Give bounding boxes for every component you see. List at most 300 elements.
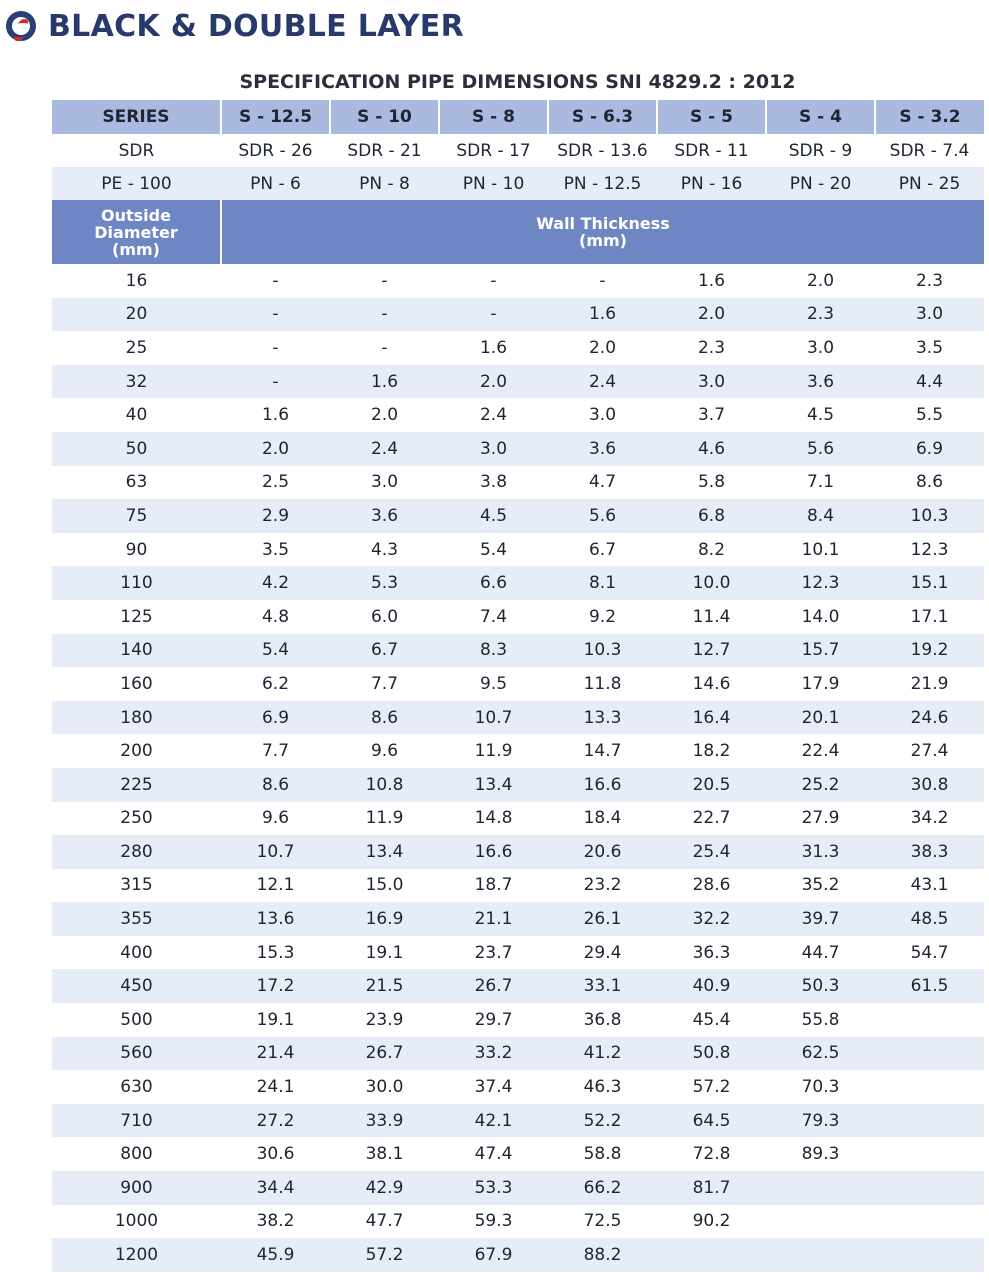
- wall-thickness-cell: -: [330, 264, 439, 298]
- outside-diameter-cell: 140: [52, 634, 221, 668]
- wall-thickness-cell: 88.2: [548, 1238, 657, 1272]
- wall-thickness-cell: 2.5: [221, 466, 330, 500]
- wall-thickness-cell: [875, 1037, 984, 1071]
- wall-thickness-header: [221, 200, 984, 264]
- wall-thickness-cell: 2.4: [548, 365, 657, 399]
- table-row: [52, 1037, 984, 1071]
- wall-thickness-cell: 61.5: [875, 969, 984, 1003]
- wall-thickness-cell: 37.4: [439, 1070, 548, 1104]
- wall-thickness-cell: [875, 1104, 984, 1138]
- wall-thickness-cell: 20.5: [657, 768, 766, 802]
- outside-diameter-cell: 250: [52, 802, 221, 836]
- wall-thickness-cell: 22.4: [766, 734, 875, 768]
- wall-thickness-cell: 36.8: [548, 1003, 657, 1037]
- wall-thickness-cell: 6.9: [875, 432, 984, 466]
- wall-thickness-cell: 2.0: [548, 331, 657, 365]
- pn-cell: PN - 25: [875, 167, 984, 200]
- wall-thickness-cell: 3.0: [439, 432, 548, 466]
- table-row: [52, 634, 984, 668]
- wall-thickness-cell: -: [221, 298, 330, 332]
- wall-thickness-cell: 29.4: [548, 936, 657, 970]
- wall-thickness-cell: 8.3: [439, 634, 548, 668]
- wall-thickness-cell: 72.8: [657, 1137, 766, 1171]
- outside-diameter-cell: 40: [52, 398, 221, 432]
- wall-thickness-cell: 2.0: [221, 432, 330, 466]
- header-cell: S - 6.3: [548, 100, 657, 134]
- wall-thickness-cell: 10.3: [875, 499, 984, 533]
- outside-diameter-cell: 75: [52, 499, 221, 533]
- wall-thickness-cell: 6.8: [657, 499, 766, 533]
- wall-thickness-cell: 7.7: [330, 667, 439, 701]
- wall-thickness-cell: 15.3: [221, 936, 330, 970]
- wall-thickness-cell: 21.9: [875, 667, 984, 701]
- wall-thickness-cell: 57.2: [330, 1238, 439, 1272]
- wall-thickness-cell: 2.4: [439, 398, 548, 432]
- wall-thickness-cell: [766, 1171, 875, 1205]
- sdr-cell: SDR: [118, 140, 155, 161]
- wall-thickness-cell: 12.3: [766, 566, 875, 600]
- wall-thickness-cell: 58.8: [548, 1137, 657, 1171]
- table-row: [52, 701, 984, 735]
- wall-thickness-cell: 89.3: [766, 1137, 875, 1171]
- wall-thickness-cell: 27.4: [875, 734, 984, 768]
- wall-thickness-cell: 33.1: [548, 969, 657, 1003]
- table-row: [52, 1238, 984, 1272]
- outside-diameter-cell: 25: [52, 331, 221, 365]
- page-title: BLACK & DOUBLE LAYER: [48, 8, 464, 44]
- wall-thickness-cell: 25.2: [766, 768, 875, 802]
- wall-thickness-cell: 45.4: [657, 1003, 766, 1037]
- wall-thickness-cell: 33.9: [330, 1104, 439, 1138]
- wall-thickness-cell: 70.3: [766, 1070, 875, 1104]
- wall-thickness-cell: 13.3: [548, 701, 657, 735]
- wall-thickness-cell: 11.4: [657, 600, 766, 634]
- outside-diameter-cell: 400: [52, 936, 221, 970]
- wall-thickness-cell: 53.3: [439, 1171, 548, 1205]
- wall-thickness-cell: 7.4: [439, 600, 548, 634]
- wall-thickness-cell: 20.6: [548, 835, 657, 869]
- wall-thickness-cell: 7.7: [221, 734, 330, 768]
- outside-diameter-cell: 1000: [52, 1205, 221, 1239]
- wall-thickness-cell: 3.6: [548, 432, 657, 466]
- table-row: [52, 667, 984, 701]
- wall-thickness-cell: 19.1: [221, 1003, 330, 1037]
- table-row: [52, 264, 984, 298]
- wall-thickness-cell: 10.1: [766, 533, 875, 567]
- sdr-cell: SDR - 7.4: [889, 140, 970, 161]
- table-row: [52, 1137, 984, 1171]
- wall-thickness-cell: 15.0: [330, 869, 439, 903]
- wall-thickness-cell: 11.8: [548, 667, 657, 701]
- wall-thickness-cell: 5.8: [657, 466, 766, 500]
- wall-thickness-cell: 4.5: [766, 398, 875, 432]
- sdr-cell: SDR - 26: [238, 140, 313, 161]
- wall-thickness-cell: 8.1: [548, 566, 657, 600]
- outside-diameter-cell: 32: [52, 365, 221, 399]
- pn-cell: PN - 10: [439, 167, 548, 200]
- wall-thickness-cell: 13.4: [439, 768, 548, 802]
- wall-thickness-cell: 50.3: [766, 969, 875, 1003]
- wall-thickness-cell: 12.3: [875, 533, 984, 567]
- outside-diameter-cell: 355: [52, 902, 221, 936]
- wall-thickness-cell: 17.1: [875, 600, 984, 634]
- wall-thickness-cell: -: [221, 264, 330, 298]
- table-row: [52, 835, 984, 869]
- wall-thickness-cell: 6.7: [330, 634, 439, 668]
- wall-thickness-cell: 1.6: [221, 398, 330, 432]
- wall-thickness-cell: 23.7: [439, 936, 548, 970]
- table-row: [52, 734, 984, 768]
- wall-thickness-cell: 72.5: [548, 1205, 657, 1239]
- wall-thickness-cell: 27.2: [221, 1104, 330, 1138]
- wall-thickness-cell: 39.7: [766, 902, 875, 936]
- wall-thickness-cell: 10.7: [439, 701, 548, 735]
- outside-diameter-header: [52, 200, 221, 264]
- pipe-dimensions-table: [52, 100, 984, 1272]
- column-group-header-row: [52, 200, 984, 264]
- wall-thickness-cell: 90.2: [657, 1205, 766, 1239]
- wall-thickness-cell: 10.7: [221, 835, 330, 869]
- wall-thickness-cell: 19.2: [875, 634, 984, 668]
- wall-thickness-cell: 47.4: [439, 1137, 548, 1171]
- wall-thickness-cell: -: [548, 264, 657, 298]
- wall-thickness-cell: 4.7: [548, 466, 657, 500]
- wall-thickness-cell: 3.0: [766, 331, 875, 365]
- outside-diameter-cell: 200: [52, 734, 221, 768]
- wall-thickness-cell: 8.6: [875, 466, 984, 500]
- wall-thickness-cell: 3.0: [548, 398, 657, 432]
- wall-thickness-cell: 11.9: [439, 734, 548, 768]
- wall-thickness-cell: 21.5: [330, 969, 439, 1003]
- wall-thickness-cell: 26.7: [439, 969, 548, 1003]
- wall-thickness-cell: 29.7: [439, 1003, 548, 1037]
- table-row: [52, 466, 984, 500]
- outside-diameter-cell: 63: [52, 466, 221, 500]
- outside-diameter-cell: 560: [52, 1037, 221, 1071]
- wall-thickness-cell: 9.2: [548, 600, 657, 634]
- wall-thickness-cell: 79.3: [766, 1104, 875, 1138]
- wall-thickness-cell: 31.3: [766, 835, 875, 869]
- wall-thickness-cell: 23.2: [548, 869, 657, 903]
- table-row: [52, 1003, 984, 1037]
- wall-thickness-cell: 4.2: [221, 566, 330, 600]
- wall-thickness-cell: 15.1: [875, 566, 984, 600]
- table-body: [52, 264, 984, 1272]
- wall-thickness-cell: 6.0: [330, 600, 439, 634]
- outside-diameter-cell: 710: [52, 1104, 221, 1138]
- wall-thickness-cell: 42.1: [439, 1104, 548, 1138]
- sdr-cell: SDR - 11: [674, 140, 749, 161]
- wall-thickness-cell: 2.3: [766, 298, 875, 332]
- wall-thickness-cell: 52.2: [548, 1104, 657, 1138]
- wall-thickness-cell: -: [221, 331, 330, 365]
- wall-thickness-cell: 24.1: [221, 1070, 330, 1104]
- wall-thickness-cell: 32.2: [657, 902, 766, 936]
- wall-thickness-cell: -: [439, 264, 548, 298]
- table-row: [52, 802, 984, 836]
- wall-thickness-cell: 27.9: [766, 802, 875, 836]
- table-row: [52, 533, 984, 567]
- pn-cell: PN - 6: [221, 167, 330, 200]
- wall-thickness-cell: 5.6: [548, 499, 657, 533]
- outside-diameter-cell: 225: [52, 768, 221, 802]
- wall-thickness-cell: 19.1: [330, 936, 439, 970]
- wall-thickness-cell: 3.6: [330, 499, 439, 533]
- brand-logo-icon: [6, 11, 36, 41]
- header-cell: S - 4: [766, 100, 875, 134]
- wall-thickness-cell: 25.4: [657, 835, 766, 869]
- wall-header-line: Wall Thickness: [536, 214, 670, 233]
- wall-thickness-cell: 11.9: [330, 802, 439, 836]
- pn-cell: PN - 8: [330, 167, 439, 200]
- outside-diameter-cell: 16: [52, 264, 221, 298]
- wall-thickness-cell: 45.9: [221, 1238, 330, 1272]
- wall-thickness-cell: 4.3: [330, 533, 439, 567]
- outside-diameter-cell: 280: [52, 835, 221, 869]
- spec-title: SPECIFICATION PIPE DIMENSIONS SNI 4829.2 : 2012: [239, 71, 796, 93]
- wall-thickness-cell: 30.0: [330, 1070, 439, 1104]
- table-row: [52, 365, 984, 399]
- wall-thickness-cell: 14.8: [439, 802, 548, 836]
- wall-thickness-cell: 12.7: [657, 634, 766, 668]
- table-row: [52, 969, 984, 1003]
- wall-thickness-cell: 24.6: [875, 701, 984, 735]
- wall-thickness-cell: 21.1: [439, 902, 548, 936]
- outside-diameter-cell: 110: [52, 566, 221, 600]
- wall-thickness-cell: 6.7: [548, 533, 657, 567]
- wall-thickness-cell: [875, 1070, 984, 1104]
- wall-thickness-cell: -: [330, 298, 439, 332]
- pn-cell: PE - 100: [52, 167, 221, 200]
- header-cell: S - 10: [330, 100, 439, 134]
- wall-thickness-cell: [875, 1238, 984, 1272]
- outside-diameter-cell: 630: [52, 1070, 221, 1104]
- wall-thickness-cell: 5.6: [766, 432, 875, 466]
- wall-thickness-cell: 6.2: [221, 667, 330, 701]
- wall-thickness-cell: 9.6: [221, 802, 330, 836]
- outside-diameter-cell: 450: [52, 969, 221, 1003]
- wall-thickness-cell: 7.1: [766, 466, 875, 500]
- table-row: [52, 1171, 984, 1205]
- wall-thickness-cell: 1.6: [439, 331, 548, 365]
- wall-thickness-cell: 3.8: [439, 466, 548, 500]
- wall-thickness-cell: 42.9: [330, 1171, 439, 1205]
- wall-thickness-cell: 16.4: [657, 701, 766, 735]
- table-row: [52, 432, 984, 466]
- wall-thickness-cell: 64.5: [657, 1104, 766, 1138]
- wall-thickness-cell: 3.0: [875, 298, 984, 332]
- outside-diameter-cell: 125: [52, 600, 221, 634]
- wall-thickness-cell: 67.9: [439, 1238, 548, 1272]
- table-row: [52, 499, 984, 533]
- header-cell: S - 12.5: [221, 100, 330, 134]
- wall-thickness-cell: 81.7: [657, 1171, 766, 1205]
- wall-thickness-cell: 23.9: [330, 1003, 439, 1037]
- wall-thickness-cell: 1.6: [330, 365, 439, 399]
- wall-thickness-cell: 59.3: [439, 1205, 548, 1239]
- wall-thickness-cell: 10.3: [548, 634, 657, 668]
- wall-thickness-cell: 44.7: [766, 936, 875, 970]
- wall-thickness-cell: 38.2: [221, 1205, 330, 1239]
- wall-thickness-cell: 18.7: [439, 869, 548, 903]
- wall-thickness-cell: 1.6: [657, 264, 766, 298]
- outside-diameter-cell: 900: [52, 1171, 221, 1205]
- wall-thickness-cell: 13.6: [221, 902, 330, 936]
- wall-thickness-cell: 30.8: [875, 768, 984, 802]
- wall-thickness-cell: 3.6: [766, 365, 875, 399]
- sdr-cell: SDR - 13.6: [557, 140, 648, 161]
- pn-cell: PN - 20: [766, 167, 875, 200]
- od-header-line: (mm): [112, 239, 160, 259]
- wall-thickness-cell: 8.6: [330, 701, 439, 735]
- wall-thickness-cell: 2.0: [657, 298, 766, 332]
- table-row: [52, 869, 984, 903]
- wall-thickness-cell: 14.7: [548, 734, 657, 768]
- wall-thickness-cell: 3.5: [875, 331, 984, 365]
- table-row: [52, 398, 984, 432]
- wall-thickness-cell: [875, 1171, 984, 1205]
- wall-thickness-cell: -: [221, 365, 330, 399]
- wall-thickness-cell: 4.5: [439, 499, 548, 533]
- wall-thickness-cell: 18.4: [548, 802, 657, 836]
- table-row: [52, 1205, 984, 1239]
- table-row: [52, 331, 984, 365]
- wall-thickness-cell: 6.9: [221, 701, 330, 735]
- wall-thickness-cell: [875, 1205, 984, 1239]
- wall-thickness-cell: 38.1: [330, 1137, 439, 1171]
- wall-thickness-cell: 41.2: [548, 1037, 657, 1071]
- wall-thickness-cell: 4.8: [221, 600, 330, 634]
- wall-thickness-cell: 66.2: [548, 1171, 657, 1205]
- wall-thickness-cell: 5.5: [875, 398, 984, 432]
- wall-thickness-cell: 16.6: [548, 768, 657, 802]
- wall-thickness-cell: 3.7: [657, 398, 766, 432]
- wall-thickness-cell: 21.4: [221, 1037, 330, 1071]
- wall-thickness-cell: 16.6: [439, 835, 548, 869]
- wall-thickness-cell: 26.7: [330, 1037, 439, 1071]
- sdr-cell: SDR - 9: [788, 140, 853, 161]
- pn-cell: PN - 12.5: [548, 167, 657, 200]
- sdr-row: [52, 134, 984, 167]
- wall-thickness-cell: 28.6: [657, 869, 766, 903]
- outside-diameter-cell: 180: [52, 701, 221, 735]
- wall-thickness-cell: [875, 1137, 984, 1171]
- wall-thickness-cell: 2.0: [766, 264, 875, 298]
- wall-thickness-cell: 1.6: [548, 298, 657, 332]
- wall-thickness-cell: 18.2: [657, 734, 766, 768]
- wall-thickness-cell: 48.5: [875, 902, 984, 936]
- table-row: [52, 1104, 984, 1138]
- outside-diameter-cell: 50: [52, 432, 221, 466]
- outside-diameter-cell: 90: [52, 533, 221, 567]
- pn-cell: PN - 16: [657, 167, 766, 200]
- series-header-row: [52, 100, 984, 134]
- wall-thickness-cell: 3.0: [330, 466, 439, 500]
- wall-thickness-cell: 2.9: [221, 499, 330, 533]
- wall-thickness-cell: -: [330, 331, 439, 365]
- wall-thickness-cell: 2.3: [657, 331, 766, 365]
- wall-thickness-cell: 8.4: [766, 499, 875, 533]
- wall-thickness-cell: 47.7: [330, 1205, 439, 1239]
- wall-thickness-cell: 26.1: [548, 902, 657, 936]
- wall-thickness-cell: 36.3: [657, 936, 766, 970]
- wall-thickness-cell: 62.5: [766, 1037, 875, 1071]
- wall-thickness-cell: 16.9: [330, 902, 439, 936]
- wall-thickness-cell: 2.3: [875, 264, 984, 298]
- header-cell: S - 5: [657, 100, 766, 134]
- outside-diameter-cell: 800: [52, 1137, 221, 1171]
- wall-thickness-cell: 5.3: [330, 566, 439, 600]
- wall-thickness-cell: [766, 1238, 875, 1272]
- wall-thickness-cell: 4.4: [875, 365, 984, 399]
- wall-thickness-cell: 6.6: [439, 566, 548, 600]
- sdr-cell: SDR - 17: [456, 140, 531, 161]
- wall-thickness-cell: 40.9: [657, 969, 766, 1003]
- outside-diameter-cell: 20: [52, 298, 221, 332]
- wall-thickness-cell: 3.5: [221, 533, 330, 567]
- wall-thickness-cell: 9.5: [439, 667, 548, 701]
- wall-thickness-cell: 5.4: [221, 634, 330, 668]
- table-row: [52, 1070, 984, 1104]
- wall-thickness-cell: 22.7: [657, 802, 766, 836]
- wall-thickness-cell: 50.8: [657, 1037, 766, 1071]
- outside-diameter-cell: 160: [52, 667, 221, 701]
- header-cell: SERIES: [52, 100, 221, 134]
- wall-thickness-cell: -: [439, 298, 548, 332]
- od-header-line: Outside: [101, 205, 171, 225]
- wall-thickness-cell: 20.1: [766, 701, 875, 735]
- table-row: [52, 902, 984, 936]
- wall-thickness-cell: 3.0: [657, 365, 766, 399]
- header-cell: S - 3.2: [875, 100, 984, 134]
- wall-thickness-cell: 14.6: [657, 667, 766, 701]
- wall-thickness-cell: 14.0: [766, 600, 875, 634]
- wall-thickness-cell: [766, 1205, 875, 1239]
- wall-thickness-cell: 30.6: [221, 1137, 330, 1171]
- wall-thickness-cell: 46.3: [548, 1070, 657, 1104]
- wall-thickness-cell: 2.4: [330, 432, 439, 466]
- wall-thickness-cell: 8.6: [221, 768, 330, 802]
- wall-thickness-cell: 5.4: [439, 533, 548, 567]
- wall-thickness-cell: 17.9: [766, 667, 875, 701]
- wall-thickness-cell: 33.2: [439, 1037, 548, 1071]
- wall-header-line: (mm): [579, 231, 627, 250]
- table-row: [52, 298, 984, 332]
- pressure-rating-row: [52, 167, 984, 200]
- wall-thickness-cell: 38.3: [875, 835, 984, 869]
- table-row: [52, 600, 984, 634]
- wall-thickness-cell: 2.0: [439, 365, 548, 399]
- header-cell: S - 8: [439, 100, 548, 134]
- wall-thickness-cell: 2.0: [330, 398, 439, 432]
- wall-thickness-cell: 54.7: [875, 936, 984, 970]
- wall-thickness-cell: 10.8: [330, 768, 439, 802]
- wall-thickness-cell: 12.1: [221, 869, 330, 903]
- wall-thickness-cell: 10.0: [657, 566, 766, 600]
- wall-thickness-cell: 57.2: [657, 1070, 766, 1104]
- wall-thickness-cell: 15.7: [766, 634, 875, 668]
- wall-thickness-cell: 13.4: [330, 835, 439, 869]
- wall-thickness-cell: 9.6: [330, 734, 439, 768]
- wall-thickness-cell: [875, 1003, 984, 1037]
- outside-diameter-cell: 1200: [52, 1238, 221, 1272]
- page-header: [6, 6, 464, 46]
- outside-diameter-cell: 500: [52, 1003, 221, 1037]
- wall-thickness-cell: 43.1: [875, 869, 984, 903]
- wall-thickness-cell: 17.2: [221, 969, 330, 1003]
- wall-thickness-cell: 34.2: [875, 802, 984, 836]
- od-header-line: Diameter: [94, 222, 178, 242]
